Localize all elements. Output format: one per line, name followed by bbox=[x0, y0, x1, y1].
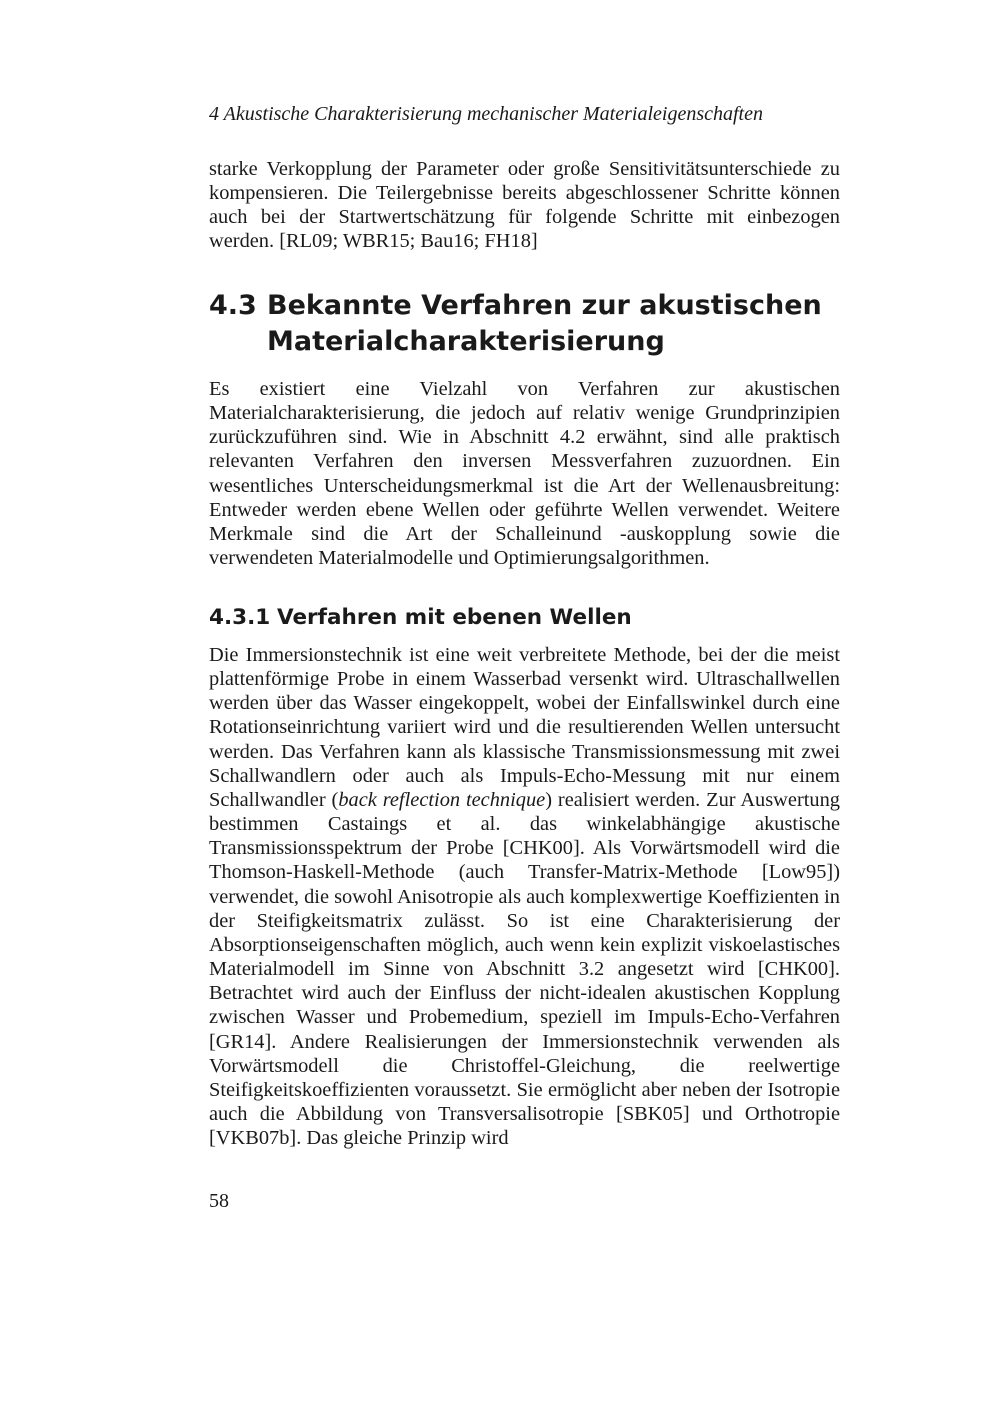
section-number: 4.3 bbox=[209, 290, 257, 321]
subsection-paragraph-emphasis: back reflection technique bbox=[338, 788, 546, 811]
section-heading bbox=[209, 288, 840, 360]
subsection-paragraph-part1: Die Immersionstechnik ist eine weit verbreitete Methode, bei der die meist plattenförmige Probe in einem Wasserbad versenkt wird. Ultraschallwellen werden über das Wasser eingekoppelt, wobei der Einfallswinkel durch eine Rotationseinrichtung variiert wird und die resultierenden Wellen untersucht werden. Das Verfahren kann als klassische Transmissionsmessung mit zwei Schallwandlern oder auch als Impuls-Echo-Messung mit nur einem Schallwandler ( bbox=[209, 644, 840, 811]
section-title: Bekannte Verfahren zur akustischen Materialcharakterisierung bbox=[267, 290, 822, 357]
subsection-title: Verfahren mit ebenen Wellen bbox=[277, 605, 632, 630]
paragraph-continued: starke Verkopplung der Parameter oder große Sensitivitätsunterschiede zu kompensieren. Die Teilergebnisse bereits abgeschlossener Schritte können auch bei der Startwertschätzung für folgende Schritte mit einbezogen werden. [RL09; WBR15; Bau16; FH18] bbox=[209, 158, 840, 253]
subsection-paragraph bbox=[209, 643, 840, 1150]
section-paragraph: Es existiert eine Vielzahl von Verfahren zur akustischen Materialcharakterisierung, die jedoch auf relativ wenige Grundprinzipien zurückzuführen sind. Wie in Abschnitt 4.2 erwähnt, sind alle praktisch relevanten Verfahren den inversen Messverfahren zuzuordnen. Ein wesentliches Unterscheidungsmerkmal ist die Art der Wellenausbreitung: Entweder werden ebene Wellen oder geführte Wellen verwendet. Weitere Merkmale sind die Art der Schalleinund -auskopplung sowie die verwendeten Materialmodelle und Optimierungsalgorithmen. bbox=[209, 378, 840, 570]
running-head: 4 Akustische Charakterisierung mechanischer Materialeigenschaften bbox=[209, 103, 763, 125]
page-number: 58 bbox=[209, 1190, 229, 1212]
subsection-heading bbox=[209, 603, 840, 633]
subsection-number: 4.3.1 bbox=[209, 605, 271, 630]
subsection-paragraph-part2: ) realisiert werden. Zur Auswertung bestimmen Castaings et al. das winkelabhängige akustische Transmissionsspektrum der Probe [CHK00]. Als Vorwärtsmodell wird die Thomson-Haskell-Methode (auch Transfer-Matrix-Methode [Low95]) verwendet, die sowohl Anisotropie als auch komplexwertige Koeffizienten in der Steifigkeitsmatrix zulässt. So ist eine Charakterisierung der Absorptionseigenschaften möglich, auch wenn kein explizit viskoelastisches Materialmodell im Sinne von Abschnitt 3.2 angesetzt wird [CHK00]. Betrachtet wird auch der Einfluss der nicht-idealen akustischen Kopplung zwischen Wasser und Probemedium, speziell im Impuls-Echo-Verfahren [GR14]. Andere Realisierungen der Immersionstechnik verwenden als Vorwärtsmodell die Christoffel-Gleichung, die reelwertige Steifigkeitskoeffizienten voraussetzt. Sie ermöglicht aber neben der Isotropie auch die Abbildung von Transversalisotropie [SBK05] und Orthotropie [VKB07b]. Das gleiche Prinzip wird bbox=[209, 788, 840, 1150]
